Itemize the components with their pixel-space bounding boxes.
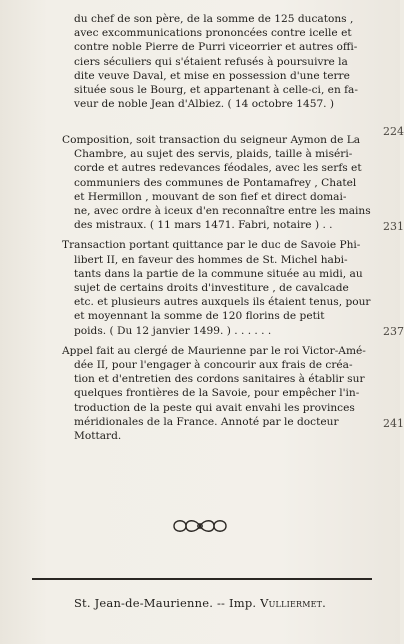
entry-line: troduction de la peste qui avait envahi les provinces (74, 401, 355, 414)
entry-line: veur de noble Jean d'Albiez. ( 14 octobre 1457. ) (74, 98, 335, 111)
entry-line: contre noble Pierre de Purri viceorrier et autres offi- (74, 41, 358, 54)
entry-line: ciers séculiers qui s'étaient refusés à poursuivre la (74, 55, 348, 68)
entry-line: Appel fait au clergé de Maurienne par le roi Victor-Amé- (62, 344, 366, 357)
entry-line: sujet de certains droits d'investiture , de cavalcade (74, 282, 349, 295)
ornamental-flourish-icon (0, 515, 400, 541)
entry-line: et Hermillon , mouvant de son fief et direct domai- (74, 190, 347, 203)
entry-3 (62, 238, 404, 339)
entry-line: située sous le Bourg, et appartenant à celle-ci, en fa- (74, 84, 358, 97)
entry-line: tion et d'entretien des cordons sanitaires à établir sur (74, 373, 365, 386)
entry-line: Composition, soit transaction du seigneur Aymon de La (62, 134, 361, 146)
entry-line: poids. ( Du 12 janvier 1499. ) . . . . . . (74, 324, 272, 337)
entry-list (62, 12, 404, 449)
page-reference: 241 (383, 416, 404, 430)
entry-line: avec excommunications prononcées contre icelle et (74, 27, 352, 40)
entry-line: etc. et plusieurs autres auxquels ils étaient tenus, pour (74, 296, 371, 309)
entry-line: des mistraux. ( 11 mars 1471. Fabri, notaire ) . . (74, 219, 333, 232)
entry-line: corde et autres redevances féodales, avec les serfs et (74, 162, 362, 175)
imprint-separator: -- Imp. (216, 596, 257, 610)
imprint-printer: Vulliermet. (260, 596, 327, 610)
entry-1 (62, 12, 404, 138)
entry-line: communiers des communes de Pontamafrey , Chatel (74, 176, 357, 189)
entry-line: tants dans la partie de la commune située au midi, au (74, 267, 363, 280)
entry-line: dée II, pour l'engager à concourir aux frais de créa- (74, 359, 353, 372)
entry-line: Mottard. (74, 430, 122, 443)
entry-line: ne, avec ordre à iceux d'en reconnaître entre les mains (74, 205, 371, 218)
entry-line: et moyennant la somme de 120 florins de petit (74, 310, 325, 323)
entry-line: du chef de son père, de la somme de 125 ducatons , (74, 13, 354, 25)
entry-2 (62, 133, 404, 233)
printer-imprint (0, 596, 400, 610)
entry-line: méridionales de la France. Annoté par le docteur (74, 415, 339, 428)
page-reference: 231 (383, 220, 404, 233)
entry-line: Chambre, au sujet des servis, plaids, taille à miséri- (74, 148, 353, 161)
page-reference: 224 (383, 125, 404, 138)
page-reference: 237 (383, 325, 404, 339)
entry-line: libert II, en faveur des hommes de St. Michel habi- (74, 253, 348, 266)
imprint-place: St. Jean-de-Maurienne. (73, 596, 214, 610)
entry-line: quelques frontières de la Savoie, pour empêcher l'in- (74, 387, 360, 400)
entry-line: dite veuve Daval, et mise en possession d'une terre (74, 69, 350, 82)
footer-rule (32, 578, 372, 580)
entry-4 (62, 344, 404, 443)
entry-line: Transaction portant quittance par le duc de Savoie Phi- (62, 239, 361, 252)
